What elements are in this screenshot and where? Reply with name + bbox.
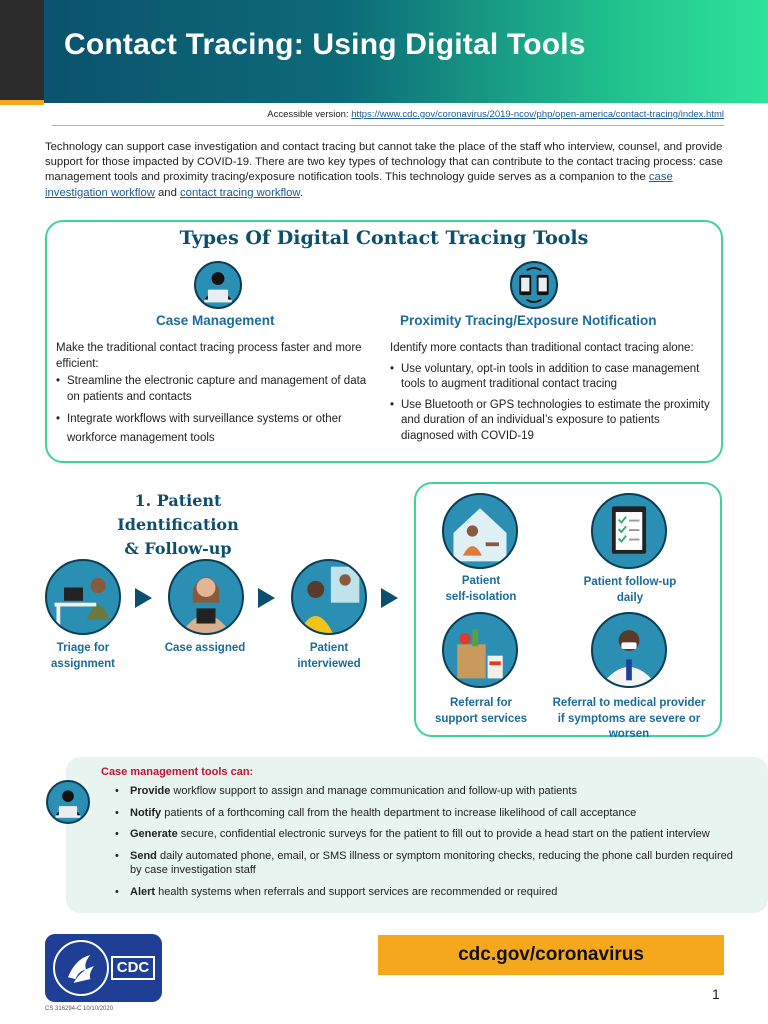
- house-isolation-icon: [442, 493, 518, 569]
- patient-identification-title: [72, 489, 284, 561]
- triage-illustration-icon: [45, 559, 121, 635]
- cdc-wordmark: CDC: [111, 956, 155, 980]
- grocery-bag-icon: [442, 612, 518, 688]
- list-item: [113, 806, 733, 821]
- tools-list: [113, 784, 733, 906]
- arrow-right-icon: [135, 588, 152, 608]
- contact-tracing-workflow-link[interactable]: contact tracing workflow: [180, 186, 300, 199]
- types-title: Types Of Digital Contact Tracing Tools: [179, 227, 589, 249]
- outcome-label-isolation: [436, 574, 526, 605]
- patient-interviewed-illustration-icon: [291, 559, 367, 635]
- tool-text: patients of a forthcoming call from the health department to increase likelihood of call acceptance: [161, 806, 637, 819]
- proximity-heading: Proximity Tracing/Exposure Notification: [400, 313, 657, 328]
- list-item: [113, 849, 733, 878]
- label-line: self-isolation: [445, 590, 517, 603]
- cdc-url-banner[interactable]: cdc.gov/coronavirus: [378, 935, 724, 975]
- list-item: • Integrate workflows with surveillance systems or other workforce management tools: [56, 410, 378, 448]
- proximity-intro: Identify more contacts than traditional contact tracing alone:: [390, 342, 694, 354]
- tool-text: daily automated phone, email, or SMS illness or symptom monitoring checks, reducing the phone call burden required by case investigation staff: [130, 849, 733, 876]
- list-item: • Use Bluetooth or GPS technologies to estimate the proximity and duration of an individual’s exposure to patients diagnosed with COVID-19: [390, 398, 712, 445]
- outcome-label-followup: [570, 575, 690, 606]
- list-item: [113, 885, 733, 900]
- case-management-heading: Case Management: [156, 313, 275, 328]
- label-line: Triage for: [56, 642, 110, 654]
- document-code: CS 316294-C 10/10/2020: [45, 1006, 114, 1012]
- label-line: Patient: [309, 642, 349, 654]
- tools-heading: Case management tools can:: [101, 766, 254, 778]
- tool-text: workflow support to assign and manage communication and follow-up with patients: [170, 785, 577, 797]
- label-line: daily: [616, 591, 644, 604]
- header-black-tab: [0, 0, 44, 103]
- label-line: if symptoms are severe or worsen: [557, 712, 701, 740]
- accessible-version-link[interactable]: https://www.cdc.gov/coronavirus/2019-ncov/php/open-america/contact-tracing/index.html: [351, 109, 724, 120]
- tool-verb: Generate: [130, 828, 178, 840]
- label-line: Referral for: [450, 697, 512, 709]
- tool-verb: Provide: [130, 785, 171, 797]
- cdc-logo: [45, 934, 162, 1002]
- intro-text-1: Technology can support case investigation and contact tracing but cannot take the place of the staff who interview, counsel, and provide support for those impacted by COVID-19. There are two key types of technology that can contribute to the contact tracing process: case management tools and proximity tracing/exposure notification tools. This technology guide serves as a companion to the: [45, 141, 723, 184]
- intro-text-2: and: [154, 186, 181, 199]
- phones-exchange-icon: [510, 261, 558, 309]
- accessible-version-line: [52, 104, 724, 126]
- step-label-triage: [40, 641, 126, 672]
- tool-text: secure, confidential electronic surveys for the patient to fill out to provide a head start on the patient interview: [177, 828, 710, 840]
- label-line: Patient: [461, 575, 501, 587]
- proximity-text: [390, 341, 712, 449]
- intro-text-3: .: [299, 186, 304, 199]
- title-line: & Follow-up: [124, 539, 232, 558]
- outcome-label-medical: [538, 696, 720, 743]
- list-item: • Streamline the electronic capture and management of data on patients and contacts: [56, 374, 378, 405]
- case-management-text: [56, 341, 378, 453]
- list-item: [113, 827, 733, 842]
- step-label-interviewed: [286, 641, 372, 672]
- list-item: [113, 784, 733, 799]
- intro-paragraph: [45, 140, 725, 201]
- list-item: • Use voluntary, opt-in tools in addition to case management tools to augment traditional contact tracing: [390, 362, 712, 393]
- tool-verb: Notify: [130, 806, 162, 819]
- label-line: assignment: [51, 657, 115, 670]
- laptop-user-icon: [46, 780, 90, 824]
- laptop-user-icon: [194, 261, 242, 309]
- clipboard-checklist-icon: [591, 493, 667, 569]
- hhs-seal-icon: [53, 940, 109, 996]
- title-line: 1. Patient Identification: [117, 491, 239, 534]
- outcome-label-support: [431, 696, 531, 727]
- page-title: Contact Tracing: Using Digital Tools: [64, 28, 586, 61]
- arrow-right-icon: [381, 588, 398, 608]
- case-management-bullets: [56, 374, 378, 448]
- arrow-right-icon: [258, 588, 275, 608]
- tool-text: health systems when referrals and support services are recommended or required: [155, 885, 558, 898]
- page-number: 1: [712, 986, 720, 1002]
- tool-verb: Alert: [130, 885, 156, 898]
- tool-verb: Send: [130, 849, 157, 862]
- label-line: Case assigned: [164, 642, 246, 654]
- doctor-icon: [591, 612, 667, 688]
- header-orange-accent: [0, 100, 44, 105]
- case-investigation-workflow-link[interactable]: case investigation workflow: [45, 171, 673, 199]
- label-line: Patient follow-up: [583, 576, 677, 588]
- label-line: interviewed: [297, 657, 361, 670]
- accessible-version-label: Accessible version:: [267, 109, 352, 120]
- label-line: Referral to medical provider: [552, 697, 706, 709]
- label-line: support services: [434, 712, 528, 725]
- case-assigned-illustration-icon: [168, 559, 244, 635]
- proximity-bullets: [390, 362, 712, 445]
- case-management-intro: Make the traditional contact tracing process faster and more efficient:: [56, 342, 362, 370]
- step-label-case-assigned: [160, 641, 250, 657]
